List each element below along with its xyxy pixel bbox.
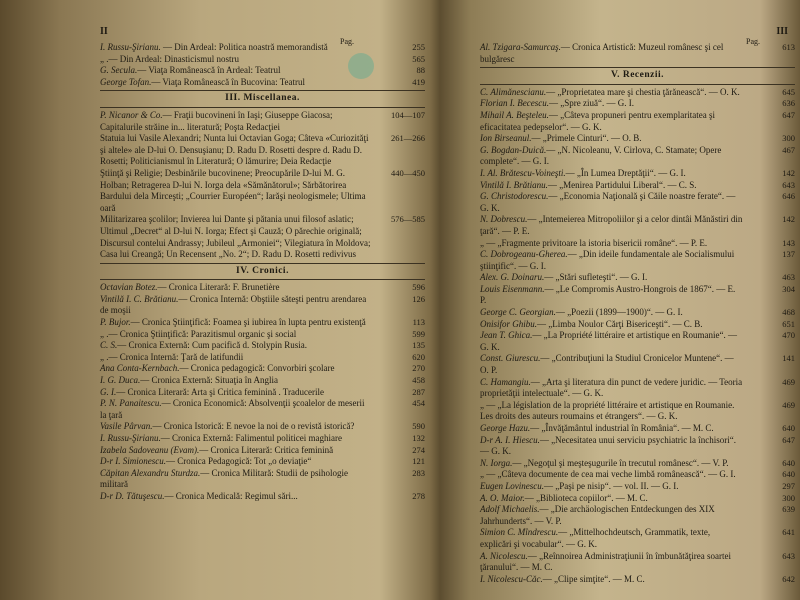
entry-text [480, 330, 743, 353]
entry-page-number: 261—266 [391, 133, 425, 144]
entry-page-number: 304 [782, 283, 795, 294]
entry-text [100, 214, 373, 260]
entry-author: Ana Conta-Kernbach. [100, 363, 180, 374]
section-rule [100, 90, 425, 91]
index-entry [480, 307, 795, 319]
entry-text [480, 145, 743, 168]
entry-title: — „Stări sufleteşti“. — G. I. [544, 272, 648, 283]
entry-title: „ — „Câteva documente de cea mai veche limbă românească“. — G. I. [480, 469, 736, 480]
entry-author: I. G. Duca. [100, 375, 141, 386]
entry-title: — „Reînnoirea Administraţiunii în îmbunătăţirea soartei ţăranului“. — M. C. [480, 550, 731, 573]
entry-text [100, 491, 373, 503]
index-entry [480, 87, 795, 99]
entry-author: I. Russu-Şirianu. [100, 42, 161, 52]
entry-page-number: 599 [412, 328, 425, 339]
entry-title: — Cronica Militară: Studii de psihologie militară [100, 467, 348, 490]
entry-author: Izabela Sadoveanu (Evam). [100, 444, 200, 455]
entry-page-number: 278 [412, 490, 425, 501]
entry-text [100, 329, 373, 341]
entry-text [480, 87, 743, 99]
index-column [100, 42, 425, 503]
entry-author: Căpitan Alexandru Sturdza. [100, 467, 201, 478]
entry-page-number: 647 [782, 109, 795, 120]
entry-author: Alex. G. Doinaru. [480, 272, 545, 283]
index-entry [480, 284, 795, 307]
entry-text [480, 435, 743, 458]
entry-author: N. Iorga. [480, 457, 513, 468]
entry-title: — „Le Compromis Austro-Hongrois de 1867“. — E. P. [480, 283, 736, 306]
entry-title: Statuia lui Vasile Alexandri; Nunta lui Octavian Goga; Câteva «Curiozităţi şi altele» ale D-lui O. Densuşianu; D. Radu D. Rosetti despre d. Radu D. Rosetti; Politicianismul în Literatură; O lămurire; Deia Redacţie [100, 133, 369, 167]
entry-author: G. I. [100, 386, 117, 397]
index-entry [100, 340, 425, 352]
entry-title: — Cronica Literară: F. Brunetière [157, 282, 280, 293]
entry-author: P. N. Panaitescu. [100, 398, 162, 409]
entry-text [100, 468, 373, 491]
entry-page-number: 274 [412, 444, 425, 455]
entry-title: — „Arta şi literatura din punct de vedere juridic. — Teoria proprietăţii intelectuale“. — G. K. [480, 376, 743, 399]
index-entry [100, 445, 425, 457]
entry-page-number: 300 [782, 133, 795, 144]
entry-title: — „Limba Noulor Cărţi Bisericeşti“. — C. B. [537, 318, 703, 329]
entry-title: — Cronica Economică: Absolvenţii şcoalelor de meserii la ţară [100, 398, 365, 420]
entry-page-number: 639 [782, 504, 795, 515]
entry-title: — „Câteva propuneri pentru exemplaritatea şi eficacitatea pedepselor“. — G. K. [480, 109, 716, 132]
index-entry [100, 363, 425, 375]
entry-text [100, 433, 373, 445]
index-entry [480, 458, 795, 470]
entry-title: — Cronica pedagogică: Convorbiri şcolare [179, 363, 335, 374]
entry-page-number: 142 [782, 214, 795, 225]
entry-page-number: 620 [412, 351, 425, 362]
entry-title: — „Proprietatea mare şi chestia ţărănească“. — O. K. [546, 86, 740, 97]
entry-text [480, 180, 743, 192]
section-rule [100, 107, 425, 108]
index-entry [100, 421, 425, 433]
entry-text [480, 307, 743, 319]
entry-text [480, 191, 743, 214]
entry-text [100, 387, 373, 399]
entry-author: C. Dobrogeanu-Gherea. [480, 249, 568, 260]
entry-page-number: 287 [412, 386, 425, 397]
index-entry [100, 352, 425, 364]
entry-author: G. Bogdan-Duică. [480, 144, 547, 155]
entry-page-number: 643 [782, 179, 795, 190]
index-entry [480, 145, 795, 168]
entry-text [100, 352, 373, 364]
entry-title: — „În Lumea Dreptăţii“. — G. I. [565, 167, 686, 178]
section-rule [480, 84, 795, 85]
index-entry [480, 133, 795, 145]
index-entry [100, 387, 425, 399]
index-entry [480, 493, 795, 505]
index-entry [480, 249, 795, 272]
entry-author: I. Al. Brătescu-Voineşti. [480, 167, 566, 178]
entry-text [480, 469, 743, 481]
index-entry [100, 77, 425, 89]
entry-title: — „Economia Naţională şi Căile noastre ferate“. — G. K. [480, 191, 736, 213]
entry-title: — „Die archäologischen Entdeckungen des XIX Jahrhunderts“. — V. P. [480, 504, 715, 526]
entry-text [100, 375, 373, 387]
entry-text [100, 340, 373, 352]
entry-author: A. Nicolescu. [480, 550, 528, 561]
entry-text [480, 319, 743, 331]
index-entry [480, 551, 795, 574]
entry-author: D-r I. Simionescu. [100, 456, 166, 467]
entry-title: — „Contribuţiuni la Studiul Cronicelor Muntene“. — O. P. [480, 353, 734, 376]
index-entry [480, 42, 795, 65]
entry-title: — „Poezii (1899—1900)“. — G. I. [555, 307, 683, 318]
page-number: II [100, 26, 108, 37]
index-entry [480, 238, 795, 250]
entry-text [100, 77, 373, 89]
entry-page-number: 113 [412, 317, 425, 328]
entry-title: — „Clipe simţite“. — M. C. [542, 573, 645, 584]
entry-page-number: 565 [412, 53, 425, 64]
entry-text [480, 400, 743, 423]
entry-author: Ion Birseanul. [480, 133, 532, 144]
entry-page-number: 141 [782, 353, 795, 364]
index-entry [100, 294, 425, 317]
index-entry [480, 377, 795, 400]
entry-page-number: 647 [782, 434, 795, 445]
entry-text [480, 377, 743, 400]
entry-title: — „N. Nicoleanu, V. Cirlova, C. Stamate; Opere complete“. — G. I. [480, 144, 722, 167]
index-entry [100, 317, 425, 329]
entry-title: — Cronica Externă: Cum pacifică d. Stolypin Rusia. [117, 340, 307, 351]
entry-page-number: 646 [782, 191, 795, 202]
index-entry [480, 469, 795, 481]
index-entry [100, 456, 425, 468]
entry-page-number: 467 [782, 144, 795, 155]
index-entry [480, 330, 795, 353]
entry-author: Simion C. Mîndrescu. [480, 527, 559, 538]
entry-title: Militarizarea şcolilor; Invierea lui Dante şi pătania unui filosof aslatic; Ultimul „Decret“ al D-lui N. Iorga; Efect şi Cauză; O părechie originală; Discursul contelui Andrassy; Jubileul „Armoniei“; Vilegiatura în Moldova; Casa lui Creangă; Un Recensent „No. 2“; D. Radu D. Rosetti redivivus [100, 214, 371, 260]
entry-author: I. Nicolescu-Căc. [480, 573, 543, 584]
entry-page-number: 126 [412, 293, 425, 304]
entry-page-number: 419 [412, 76, 425, 87]
entry-title: — „Paşi pe nisip“. — vol. II. — G. I. [543, 480, 679, 491]
entry-page-number: 636 [782, 98, 795, 109]
entry-page-number: 640 [782, 457, 795, 468]
entry-page-number: 300 [782, 492, 795, 503]
entry-page-number: 142 [782, 167, 795, 178]
index-entry [480, 110, 795, 133]
entry-page-number: 104—107 [391, 109, 425, 120]
index-entry [480, 504, 795, 527]
entry-text [100, 168, 373, 214]
entry-page-number: 143 [782, 237, 795, 248]
entry-text [100, 421, 373, 433]
entry-author: Const. Giurescu. [480, 353, 541, 364]
entry-page-number: 137 [782, 249, 795, 260]
entry-title: — „Mittelhochdeutsch, Grammatik, texte, explicări şi vocabular“. — G. K. [480, 527, 711, 549]
entry-author: Adolf Michaelis. [480, 504, 540, 515]
index-entry [100, 110, 425, 133]
index-entry [480, 353, 795, 376]
index-entry [100, 468, 425, 491]
entry-text [480, 214, 743, 237]
entry-author: Al. Tzigara-Samurcaş. [480, 42, 561, 52]
entry-page-number: 132 [412, 433, 425, 443]
entry-text [480, 42, 743, 65]
entry-author: D-r D. Tătuşescu. [100, 490, 165, 501]
entry-author: Louis Eisenmann. [480, 283, 545, 294]
entry-title: — Cronica Externă: Situaţia în Anglia [140, 375, 278, 386]
section-rule [100, 263, 425, 264]
entry-title: „ — „Fragmente privitoare la istoria bisericii române“. — P. E. [480, 237, 708, 248]
entry-page-number: 255 [412, 42, 425, 52]
index-entry [100, 375, 425, 387]
entry-page-number: 590 [412, 421, 425, 432]
index-column [480, 42, 795, 585]
entry-page-number: 454 [412, 398, 425, 409]
entry-title: — Cronica Istorică: E nevoe la noi de o revistă istorică? [152, 421, 355, 432]
entry-page-number: 469 [782, 399, 795, 410]
entry-text [480, 98, 743, 110]
page-number: III [776, 26, 788, 37]
entry-title: — Cronica Ştiinţifică: Foamea şi iubirea în lupta pentru existenţă [130, 317, 366, 328]
entry-text [480, 574, 743, 586]
entry-author: D-r A. I. Hiescu. [480, 434, 540, 445]
entry-author: Onisifor Ghibu. [480, 318, 538, 329]
entry-page-number: 469 [782, 376, 795, 387]
index-entry [480, 527, 795, 550]
index-entry [100, 398, 425, 421]
entry-page-number: 651 [782, 318, 795, 329]
entry-author: C. S. [100, 340, 118, 351]
entry-title: — Cronica Pedagogică: Tot „o deviaţie“ [166, 456, 312, 467]
index-entry [480, 191, 795, 214]
index-entry [480, 180, 795, 192]
index-entry [100, 433, 425, 445]
entry-page-number: 270 [412, 363, 425, 374]
index-entry [100, 133, 425, 168]
entry-author: George C. Georgian. [480, 307, 556, 318]
index-entry [480, 272, 795, 284]
entry-text [100, 456, 373, 468]
entry-text [480, 168, 743, 180]
entry-author: Mihail A. Beşteleu. [480, 109, 549, 120]
entry-text [480, 527, 743, 550]
entry-title: — Fraţii bucovineni în Iaşi; Giuseppe Giacosa; Capitalurile străine in... literatură; Poşta Redacţiei [100, 109, 333, 132]
entry-page-number: 88 [416, 65, 425, 76]
entry-author: C. Hamangiu. [480, 376, 531, 387]
entry-title: — „Negoţul şi meşteşugurile în trecutul românesc“. — V. P. [512, 457, 729, 468]
entry-title: — Viaţa Românească în Ardeal: Teatrul [137, 65, 281, 76]
entry-page-number: 596 [412, 282, 425, 293]
entry-title: — „Spre ziuă“. — G. I. [548, 98, 634, 109]
section-heading: IV. Cronici. [236, 265, 289, 276]
entry-page-number: 297 [782, 480, 795, 491]
entry-title: — Cronica Medicală: Regimul sări... [164, 490, 298, 501]
section-heading: V. Recenzii. [610, 70, 665, 81]
entry-text [100, 294, 373, 317]
entry-text [480, 110, 743, 133]
entry-author: A. O. Maior. [480, 492, 525, 503]
entry-text [100, 317, 373, 329]
index-entry [480, 98, 795, 110]
entry-text [480, 481, 743, 493]
entry-author: N. Dobrescu. [480, 214, 528, 225]
entry-page-number: 283 [412, 467, 425, 478]
index-entry [100, 329, 425, 341]
entry-text [480, 284, 743, 307]
entry-text [480, 238, 743, 250]
entry-title: — „Primele Cinturi“. — O. B. [531, 133, 642, 144]
entry-title: — Cronica Literară: Arta şi Critica feminină . Traducerile [116, 386, 324, 397]
section-rule [100, 279, 425, 280]
entry-text [480, 493, 743, 505]
entry-author: G. Christodorescu. [480, 191, 549, 202]
entry-title: — „Necesitatea unui serviciu psychiatric la închisori“. — G. K. [480, 434, 737, 457]
entry-title: „ .— Cronica Ştiinţifică: Parazitismul organic şi social [100, 328, 297, 339]
entry-author: George Hazu. [480, 423, 531, 433]
entry-title: Ştiinţă şi Religie; Desbinările bucovinene; Preocupările D-lui M. G. Holban; Retragerea D-lui N. Iorga dela «Sămănătorul»; Sărbătorirea Bardului dela Mirceşti; „Courrier Européen“; Iarăşi neologismele; Ultima oară [100, 167, 366, 213]
entry-author: P. Bujor. [100, 317, 131, 328]
entry-title: — Cronica Literară: Critica feminină [199, 444, 334, 455]
entry-text [100, 65, 373, 77]
entry-author: P. Nicanor & Co. [100, 109, 163, 120]
index-entry [100, 282, 425, 294]
index-entry [100, 42, 425, 54]
entry-title: — „Menirea Partidului Liberal“. — C. S. [547, 179, 697, 190]
entry-title: — „Intemeierea Mitropoliilor şi a celor dintâi Mănăstiri din ţară“. — P. E. [480, 214, 743, 236]
pag-column-header: Pag. [340, 37, 354, 46]
entry-author: Florian I. Becescu. [480, 98, 549, 109]
entry-page-number: 643 [782, 550, 795, 561]
index-entry [480, 423, 795, 435]
entry-text [480, 423, 743, 435]
index-entry [100, 214, 425, 260]
entry-text [480, 272, 743, 284]
entry-title: „ — „La législation de la propriété littéraire et artistique en Roumanie. Les droits des auteurs roumains et étrangers“. — G. K. [480, 399, 735, 422]
entry-page-number: 645 [782, 86, 795, 97]
entry-page-number: 121 [412, 456, 425, 467]
entry-text [100, 54, 373, 66]
entry-text [100, 398, 373, 421]
entry-page-number: 613 [782, 42, 795, 52]
entry-page-number: 463 [782, 272, 795, 283]
entry-title: — „Din ideile fundamentale ale Socialismului ştiinţific“. — G. I. [480, 249, 735, 271]
entry-text [480, 133, 743, 145]
entry-text [100, 445, 373, 457]
entry-text [100, 42, 373, 54]
entry-title: — Cronica Internă: Obştiile săteşti pentru arendarea de moşii [100, 293, 367, 316]
entry-title: — Viaţa Românească în Bucovina: Teatrul [151, 76, 306, 87]
entry-author: George Tofan. [100, 76, 152, 87]
section-heading: III. Miscellanea. [225, 93, 300, 104]
entry-author: Vintilă I. C. Brătianu. [100, 293, 179, 304]
entry-page-number: 640 [782, 469, 795, 480]
index-entry [100, 65, 425, 77]
entry-page-number: 576—585 [391, 214, 425, 225]
entry-text [480, 504, 743, 527]
index-entry [100, 168, 425, 214]
entry-page-number: 468 [782, 307, 795, 318]
index-entry [100, 54, 425, 66]
entry-text [100, 282, 373, 294]
entry-text [100, 363, 373, 375]
entry-text [100, 110, 373, 133]
entry-title: — „Biblioteca copiilor“. — M. C. [524, 492, 648, 503]
entry-title: — Cronica Externă: Falimentul politicei maghiare [160, 433, 342, 443]
entry-text [480, 551, 743, 574]
entry-title: — Din Ardeal: Politica noastră memorandistă [160, 42, 328, 52]
index-entry [480, 319, 795, 331]
index-entry [480, 214, 795, 237]
entry-page-number: 135 [412, 340, 425, 351]
entry-author: C. Alimănescianu. [480, 86, 547, 97]
entry-author: Octavian Botez. [100, 282, 158, 293]
pag-column-header: Pag. [746, 37, 760, 46]
entry-page-number: 640 [782, 423, 795, 433]
entry-author: Jean T. Ghica. [480, 330, 533, 341]
index-entry [480, 435, 795, 458]
entry-page-number: 470 [782, 330, 795, 341]
entry-text [480, 249, 743, 272]
entry-author: I. Russu-Şirianu. [100, 433, 161, 443]
entry-title: „ .— Din Ardeal: Dinasticismul nostru [100, 53, 239, 64]
entry-text [480, 458, 743, 470]
entry-text [100, 133, 373, 168]
entry-title: „ .— Cronica Internă: Ţară de latifundii [100, 351, 244, 362]
index-entry [100, 491, 425, 503]
entry-author: G. Secula. [100, 65, 138, 76]
entry-author: Eugen Lovinescu. [480, 480, 544, 491]
entry-title: — „Învăţământul industrial în România“. — M. C. [530, 423, 714, 433]
index-entry [480, 400, 795, 423]
entry-author: Vasile Pârvan. [100, 421, 153, 432]
index-entry [480, 168, 795, 180]
index-entry [480, 574, 795, 586]
entry-page-number: 642 [782, 573, 795, 584]
entry-text [480, 353, 743, 376]
entry-page-number: 641 [782, 527, 795, 538]
entry-title: — „La Propriété littéraire et artistique en Roumanie“. — G. K. [480, 330, 738, 352]
index-entry [480, 481, 795, 493]
entry-title: — Cronica Artistică: Muzeul românesc şi cel bulgăresc [480, 42, 724, 64]
section-rule [480, 67, 795, 68]
entry-page-number: 440—450 [391, 167, 425, 178]
entry-author: Vintilă I. Brătianu. [480, 179, 548, 190]
entry-page-number: 458 [412, 375, 425, 386]
